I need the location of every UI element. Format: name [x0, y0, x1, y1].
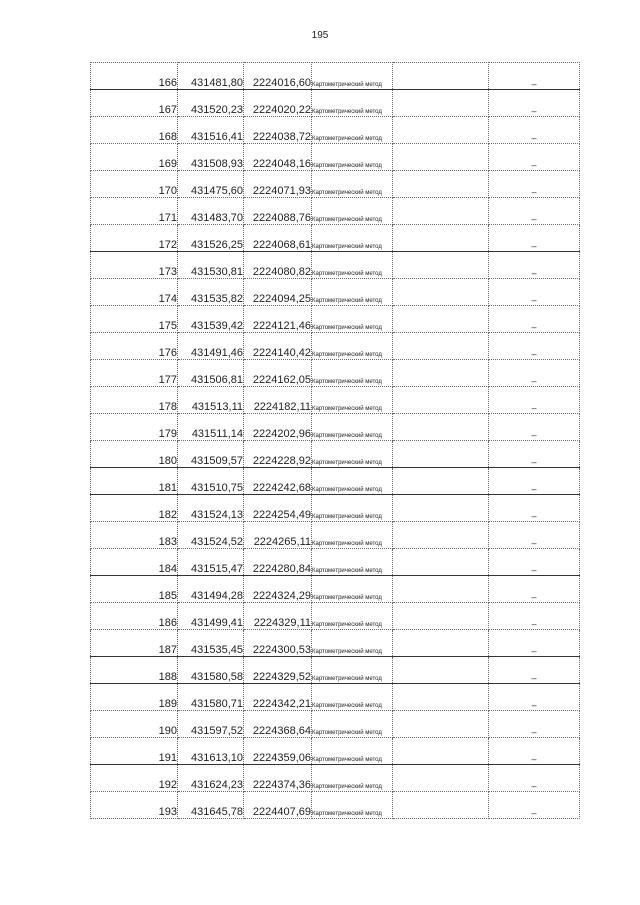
coordinate-x: 431511,14 [178, 414, 244, 441]
method: Картометрический метод [312, 603, 393, 630]
point-number: 169 [91, 144, 178, 171]
method: Картометрический метод [312, 522, 393, 549]
point-number: 175 [91, 306, 178, 333]
point-number: 189 [91, 684, 178, 711]
coordinate-y: 2224048,16 [244, 144, 312, 171]
coordinate-x: 431516,41 [178, 117, 244, 144]
point-number: 172 [91, 225, 178, 252]
table-row [91, 495, 580, 522]
coordinate-x: 431645,78 [178, 792, 244, 819]
table-row [91, 738, 580, 765]
empty-cell [393, 468, 489, 495]
coordinate-x: 431535,45 [178, 630, 244, 657]
coordinate-y: 2224324,29 [244, 576, 312, 603]
method: Картометрический метод [312, 765, 393, 792]
coordinate-x: 431530,81 [178, 252, 244, 279]
coordinate-y: 2224071,93 [244, 171, 312, 198]
empty-cell [393, 765, 489, 792]
coordinate-x: 431508,93 [178, 144, 244, 171]
coordinate-x: 431580,71 [178, 684, 244, 711]
empty-cell [393, 414, 489, 441]
table-row [91, 522, 580, 549]
table-row [91, 144, 580, 171]
empty-cell [393, 495, 489, 522]
point-number: 173 [91, 252, 178, 279]
coordinate-y: 2224374,36 [244, 765, 312, 792]
method: Картометрический метод [312, 738, 393, 765]
point-number: 180 [91, 441, 178, 468]
point-number: 188 [91, 657, 178, 684]
coordinate-y: 2224342,21 [244, 684, 312, 711]
method: Картометрический метод [312, 90, 393, 117]
point-number: 170 [91, 171, 178, 198]
table-row [91, 306, 580, 333]
empty-cell [393, 603, 489, 630]
empty-cell [393, 279, 489, 306]
point-number: 183 [91, 522, 178, 549]
table-row [91, 387, 580, 414]
table-row [91, 117, 580, 144]
coordinate-y: 2224038,72 [244, 117, 312, 144]
coordinate-y: 2224280,84 [244, 549, 312, 576]
empty-cell [393, 333, 489, 360]
empty-cell [393, 306, 489, 333]
table-row [91, 360, 580, 387]
coordinate-y: 2224068,61 [244, 225, 312, 252]
coordinate-x: 431475,60 [178, 171, 244, 198]
method: Картометрический метод [312, 468, 393, 495]
note-dash: – [489, 630, 580, 657]
method: Картометрический метод [312, 630, 393, 657]
table-row [91, 630, 580, 657]
coordinate-x: 431520,23 [178, 90, 244, 117]
point-number: 186 [91, 603, 178, 630]
coordinate-y: 2224020,22 [244, 90, 312, 117]
coordinate-x: 431613,10 [178, 738, 244, 765]
point-number: 176 [91, 333, 178, 360]
table-row [91, 576, 580, 603]
point-number: 174 [91, 279, 178, 306]
coordinate-y: 2224202,96 [244, 414, 312, 441]
coordinate-x: 431491,46 [178, 333, 244, 360]
point-number: 191 [91, 738, 178, 765]
note-dash: – [489, 90, 580, 117]
empty-cell [393, 252, 489, 279]
point-number: 177 [91, 360, 178, 387]
method: Картометрический метод [312, 441, 393, 468]
note-dash: – [489, 414, 580, 441]
coordinate-x: 431515,47 [178, 549, 244, 576]
point-number: 182 [91, 495, 178, 522]
empty-cell [393, 738, 489, 765]
note-dash: – [489, 549, 580, 576]
coordinate-y: 2224140,42 [244, 333, 312, 360]
coordinate-x: 431526,25 [178, 225, 244, 252]
method: Картометрический метод [312, 684, 393, 711]
table-row [91, 792, 580, 819]
method: Картометрический метод [312, 387, 393, 414]
note-dash: – [489, 387, 580, 414]
method: Картометрический метод [312, 792, 393, 819]
empty-cell [393, 711, 489, 738]
coordinate-x: 431580,58 [178, 657, 244, 684]
table-row [91, 711, 580, 738]
coordinate-y: 2224329,52 [244, 657, 312, 684]
coordinate-x: 431510,75 [178, 468, 244, 495]
point-number: 185 [91, 576, 178, 603]
coordinate-x: 431483,70 [178, 198, 244, 225]
coordinate-x: 431624,23 [178, 765, 244, 792]
coordinate-x: 431539,42 [178, 306, 244, 333]
coordinate-x: 431509,57 [178, 441, 244, 468]
method: Картометрический метод [312, 360, 393, 387]
coordinate-y: 2224182,11 [244, 387, 312, 414]
note-dash: – [489, 225, 580, 252]
coordinate-y: 2224329,11 [244, 603, 312, 630]
note-dash: – [489, 279, 580, 306]
table-row [91, 333, 580, 360]
coordinates-table [90, 62, 580, 819]
method: Картометрический метод [312, 657, 393, 684]
coordinate-y: 2224088,76 [244, 198, 312, 225]
table-row [91, 414, 580, 441]
coordinate-x: 431524,13 [178, 495, 244, 522]
coordinate-x: 431499,41 [178, 603, 244, 630]
coordinate-y: 2224368,64 [244, 711, 312, 738]
empty-cell [393, 549, 489, 576]
point-number: 178 [91, 387, 178, 414]
note-dash: – [489, 657, 580, 684]
note-dash: – [489, 792, 580, 819]
note-dash: – [489, 765, 580, 792]
table-row [91, 279, 580, 306]
method: Картометрический метод [312, 306, 393, 333]
empty-cell [393, 387, 489, 414]
empty-cell [393, 171, 489, 198]
method: Картометрический метод [312, 495, 393, 522]
table-row [91, 225, 580, 252]
note-dash: – [489, 441, 580, 468]
empty-cell [393, 441, 489, 468]
point-number: 167 [91, 90, 178, 117]
note-dash: – [489, 522, 580, 549]
coordinate-y: 2224016,60 [244, 63, 312, 90]
coordinate-y: 2224254,49 [244, 495, 312, 522]
note-dash: – [489, 144, 580, 171]
coordinate-x: 431506,81 [178, 360, 244, 387]
point-number: 168 [91, 117, 178, 144]
page-number: 195 [311, 30, 329, 41]
empty-cell [393, 657, 489, 684]
table-row [91, 90, 580, 117]
point-number: 187 [91, 630, 178, 657]
note-dash: – [489, 603, 580, 630]
point-number: 192 [91, 765, 178, 792]
coordinate-x: 431524,52 [178, 522, 244, 549]
method: Картометрический метод [312, 252, 393, 279]
empty-cell [393, 144, 489, 171]
empty-cell [393, 198, 489, 225]
coordinate-x: 431494,28 [178, 576, 244, 603]
method: Картометрический метод [312, 576, 393, 603]
coordinate-x: 431535,82 [178, 279, 244, 306]
method: Картометрический метод [312, 63, 393, 90]
coordinate-y: 2224121,46 [244, 306, 312, 333]
coordinate-y: 2224242,68 [244, 468, 312, 495]
table-row [91, 603, 580, 630]
note-dash: – [489, 576, 580, 603]
note-dash: – [489, 738, 580, 765]
note-dash: – [489, 333, 580, 360]
method: Картометрический метод [312, 333, 393, 360]
note-dash: – [489, 495, 580, 522]
point-number: 179 [91, 414, 178, 441]
coordinate-x: 431513,11 [178, 387, 244, 414]
table-row [91, 657, 580, 684]
note-dash: – [489, 360, 580, 387]
point-number: 181 [91, 468, 178, 495]
empty-cell [393, 576, 489, 603]
coordinate-y: 2224080,82 [244, 252, 312, 279]
coordinate-y: 2224162,05 [244, 360, 312, 387]
method: Картометрический метод [312, 117, 393, 144]
empty-cell [393, 90, 489, 117]
table-row [91, 549, 580, 576]
table-row [91, 765, 580, 792]
method: Картометрический метод [312, 225, 393, 252]
table-row [91, 171, 580, 198]
table-body [91, 63, 580, 819]
note-dash: – [489, 117, 580, 144]
empty-cell [393, 360, 489, 387]
coordinate-y: 2224407,69 [244, 792, 312, 819]
table-row [91, 252, 580, 279]
method: Картометрический метод [312, 549, 393, 576]
coordinate-y: 2224359,06 [244, 738, 312, 765]
coordinate-x: 431597,52 [178, 711, 244, 738]
table-row [91, 441, 580, 468]
method: Картометрический метод [312, 414, 393, 441]
point-number: 171 [91, 198, 178, 225]
note-dash: – [489, 171, 580, 198]
note-dash: – [489, 711, 580, 738]
table-row [91, 198, 580, 225]
note-dash: – [489, 306, 580, 333]
point-number: 184 [91, 549, 178, 576]
empty-cell [393, 522, 489, 549]
table-row [91, 684, 580, 711]
coordinate-y: 2224228,92 [244, 441, 312, 468]
empty-cell [393, 684, 489, 711]
note-dash: – [489, 468, 580, 495]
point-number: 190 [91, 711, 178, 738]
empty-cell [393, 117, 489, 144]
coordinate-y: 2224265,11 [244, 522, 312, 549]
method: Картометрический метод [312, 198, 393, 225]
empty-cell [393, 63, 489, 90]
coordinate-x: 431481,80 [178, 63, 244, 90]
table-row [91, 63, 580, 90]
note-dash: – [489, 252, 580, 279]
empty-cell [393, 792, 489, 819]
coordinate-y: 2224094,25 [244, 279, 312, 306]
method: Картометрический метод [312, 171, 393, 198]
method: Картометрический метод [312, 144, 393, 171]
method: Картометрический метод [312, 279, 393, 306]
empty-cell [393, 630, 489, 657]
method: Картометрический метод [312, 711, 393, 738]
coordinate-y: 2224300,53 [244, 630, 312, 657]
note-dash: – [489, 198, 580, 225]
point-number: 193 [91, 792, 178, 819]
note-dash: – [489, 63, 580, 90]
empty-cell [393, 225, 489, 252]
table-row [91, 468, 580, 495]
point-number: 166 [91, 63, 178, 90]
note-dash: – [489, 684, 580, 711]
